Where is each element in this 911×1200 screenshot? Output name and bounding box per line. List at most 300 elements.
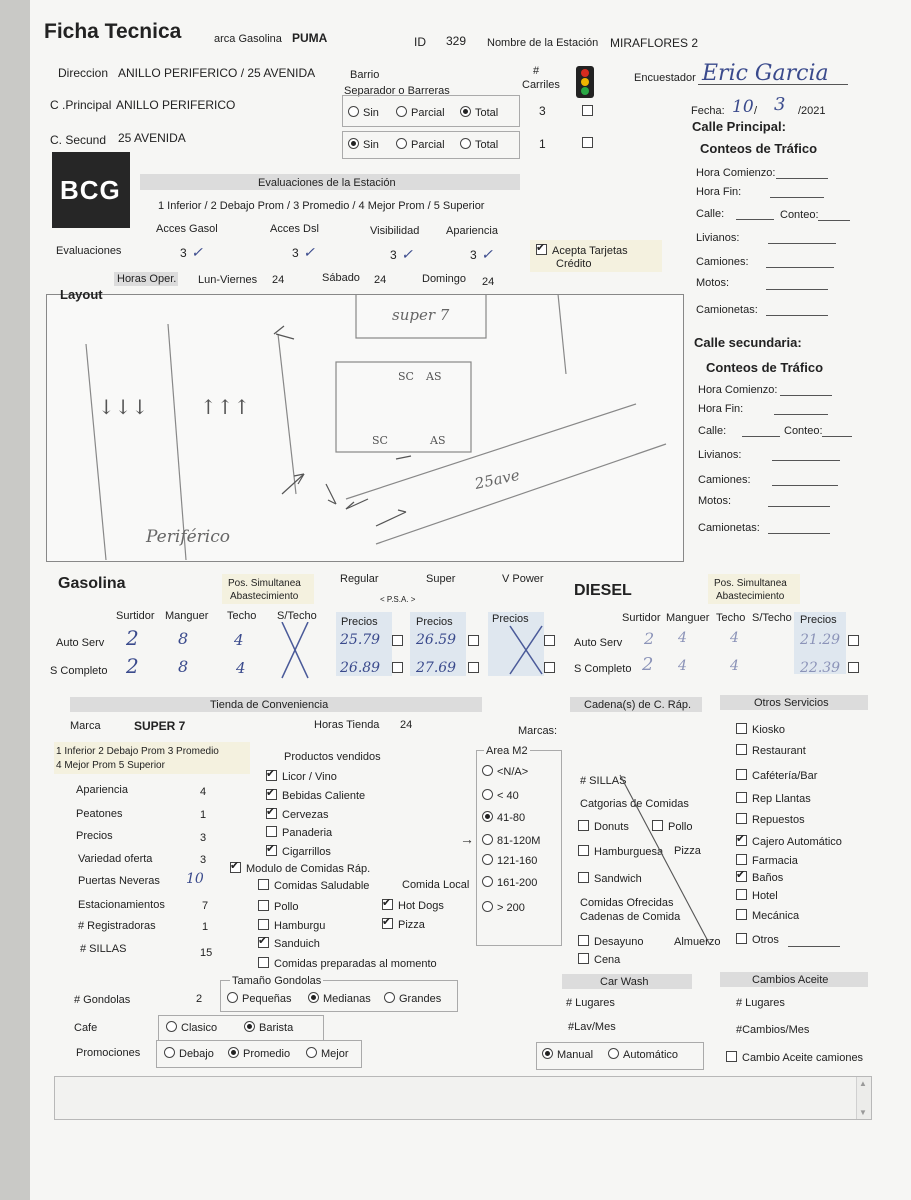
calle-principal-title: Calle Principal: bbox=[692, 119, 786, 134]
gondolas-label: # Gondolas bbox=[74, 994, 131, 1006]
principal-value[interactable]: ANILLO PERIFERICO bbox=[116, 98, 236, 112]
principal-livianos-line[interactable] bbox=[768, 243, 836, 244]
domingo-label: Domingo bbox=[422, 273, 467, 285]
checkbox-checked-icon[interactable] bbox=[382, 899, 393, 910]
area-option-41-80[interactable]: 41-80 bbox=[482, 811, 525, 825]
principal-hora-comienzo: Hora Comienzo: bbox=[696, 167, 776, 179]
sep2-total[interactable]: Total bbox=[460, 138, 498, 152]
radio-icon[interactable] bbox=[164, 1047, 175, 1058]
principal-checkbox[interactable] bbox=[582, 104, 598, 118]
modulo-comidas[interactable]: ✔Modulo de Comidas Ráp. bbox=[230, 862, 370, 876]
principal-motos-line[interactable] bbox=[766, 289, 828, 290]
gas-comp-surtidor[interactable]: 2 bbox=[126, 654, 139, 678]
eval-val-acces-gasol[interactable]: 3 ✓ bbox=[180, 245, 203, 261]
otros-cajero[interactable]: ✔Cajero Automático bbox=[736, 835, 842, 849]
checkbox-checked-icon[interactable] bbox=[230, 862, 241, 873]
checkbox-checked-icon[interactable] bbox=[266, 808, 277, 819]
carriles-secund[interactable]: 1 bbox=[539, 137, 546, 151]
rating-sillas-value[interactable]: 15 bbox=[200, 947, 213, 959]
lunviernes-value[interactable]: 24 bbox=[272, 274, 285, 286]
dsl-comp-check[interactable] bbox=[848, 661, 864, 675]
rating-estacionamientos-label: Estacionamientos bbox=[78, 899, 165, 911]
gas-comp-regular-price[interactable]: 26.89 bbox=[340, 660, 381, 676]
secund-motos-line[interactable] bbox=[768, 506, 830, 507]
checkbox-icon[interactable] bbox=[736, 723, 747, 734]
dsl-col-techo: Techo bbox=[716, 612, 746, 624]
direccion-label: Direccion bbox=[58, 66, 109, 80]
checkbox-icon[interactable] bbox=[258, 919, 269, 930]
carwash-manual[interactable]: Manual bbox=[542, 1048, 593, 1062]
cat-hamburguesa[interactable]: Hamburguesa bbox=[578, 845, 663, 859]
col-manguer: Manguer bbox=[165, 610, 209, 622]
checkbox-icon[interactable] bbox=[578, 872, 589, 883]
cadena-almuerzo-label: Almuerzo bbox=[674, 936, 721, 948]
secund-livianos: Livianos: bbox=[698, 449, 742, 461]
marca-label: arca Gasolina bbox=[214, 33, 282, 45]
comidas-saludable[interactable]: Comidas Saludable bbox=[258, 879, 369, 893]
secund-conteo-line[interactable] bbox=[822, 436, 852, 437]
encuestador-value[interactable]: Eric Garcia bbox=[702, 61, 829, 86]
checkbox-icon[interactable] bbox=[582, 137, 593, 148]
area-option-gt200[interactable]: > 200 bbox=[482, 901, 525, 915]
categorias-label: Catgorias de Comidas bbox=[580, 798, 689, 810]
cadena-strike bbox=[590, 770, 730, 950]
rating-apariencia-label: Apariencia bbox=[76, 784, 128, 796]
radio-icon[interactable] bbox=[482, 876, 493, 887]
checkbox-icon[interactable] bbox=[578, 953, 589, 964]
radio-icon[interactable] bbox=[482, 854, 493, 865]
comments-textarea[interactable] bbox=[54, 1076, 872, 1120]
gas-abastecimiento: Abastecimiento bbox=[230, 591, 299, 602]
checkbox-icon[interactable] bbox=[736, 813, 747, 824]
principal-camionetas-line[interactable] bbox=[766, 315, 828, 316]
otros-otros-line[interactable] bbox=[788, 946, 840, 947]
dsl-auto-check[interactable] bbox=[848, 634, 864, 648]
radio-selected-icon[interactable] bbox=[542, 1048, 553, 1059]
radio-selected-icon[interactable] bbox=[244, 1021, 255, 1032]
area-group bbox=[476, 750, 562, 946]
comida-sanduich[interactable]: ✔Sanduich bbox=[258, 937, 320, 951]
tienda-scale-2: 4 Mejor Prom 5 Superior bbox=[56, 760, 165, 771]
principal-motos: Motos: bbox=[696, 277, 730, 289]
radio-icon[interactable] bbox=[482, 789, 493, 800]
col-surtidor: Surtidor bbox=[116, 610, 155, 622]
id-value[interactable]: 329 bbox=[446, 34, 467, 48]
comments-scrollbar[interactable] bbox=[856, 1077, 871, 1119]
precios-super: Precios bbox=[416, 616, 453, 628]
gas-comp-techo[interactable]: 4 bbox=[236, 659, 246, 677]
producto-cigarrillos[interactable]: ✔Cigarrillos bbox=[266, 845, 331, 859]
ofrecidas-label-2: Cadenas de Comida bbox=[580, 911, 681, 923]
svg-text:AS: AS bbox=[426, 370, 442, 383]
secund-hora-comienzo-line[interactable] bbox=[780, 395, 832, 396]
gasolina-title: Gasolina bbox=[58, 575, 126, 592]
credito-label: Crédito bbox=[556, 258, 592, 270]
cadena-cena[interactable]: Cena bbox=[578, 953, 620, 967]
area-option-lt40[interactable]: < 40 bbox=[482, 789, 519, 803]
sabado-value[interactable]: 24 bbox=[374, 274, 387, 286]
carriles-principal[interactable]: 3 bbox=[539, 104, 546, 118]
radio-selected-icon[interactable] bbox=[228, 1047, 239, 1058]
domingo-value[interactable]: 24 bbox=[482, 276, 495, 288]
gas-auto-super-price[interactable]: 26.59 bbox=[416, 632, 457, 648]
fecha-sep: / bbox=[754, 105, 758, 117]
cadena-sillas: # SILLAS bbox=[580, 775, 627, 787]
checkbox-icon[interactable] bbox=[578, 845, 589, 856]
checkbox-icon[interactable] bbox=[736, 933, 747, 944]
principal-calle-line[interactable] bbox=[736, 219, 774, 220]
radio-selected-icon[interactable] bbox=[482, 811, 493, 822]
sep2-parcial[interactable]: Parcial bbox=[396, 138, 445, 152]
tamano-title: Tamaño Gondolas bbox=[232, 975, 322, 987]
rating-registradoras-value[interactable]: 1 bbox=[202, 921, 209, 933]
svg-text:SC: SC bbox=[372, 434, 388, 447]
tamano-grandes[interactable]: Grandes bbox=[384, 992, 441, 1006]
eval-col-visibilidad: Visibilidad bbox=[370, 225, 420, 237]
bcg-logo: BCG bbox=[52, 152, 130, 228]
checkbox-icon[interactable] bbox=[726, 1051, 737, 1062]
survey-sheet bbox=[30, 0, 911, 1200]
secund-motos: Motos: bbox=[698, 495, 732, 507]
tamano-pequenas[interactable]: Pequeñas bbox=[227, 992, 292, 1006]
checkbox-icon[interactable] bbox=[736, 854, 747, 865]
ofrecidas-label-1: Comidas Ofrecidas bbox=[580, 897, 674, 909]
dsl-comp-price[interactable]: 22.39 bbox=[800, 660, 841, 676]
direccion-value[interactable]: ANILLO PERIFERICO / 25 AVENIDA bbox=[118, 66, 316, 80]
gas-auto-surtidor[interactable]: 2 bbox=[126, 626, 139, 650]
principal-hora-fin-line[interactable] bbox=[770, 197, 824, 198]
checkbox-icon[interactable] bbox=[736, 769, 747, 780]
tamano-medianas[interactable]: Medianas bbox=[308, 992, 371, 1006]
radio-sin-icon[interactable] bbox=[348, 106, 359, 117]
cat-donuts[interactable]: Donuts bbox=[578, 820, 629, 834]
checkbox-checked-icon[interactable] bbox=[266, 770, 277, 781]
checkbox-checked-icon[interactable] bbox=[266, 845, 277, 856]
rating-apariencia-value[interactable]: 4 bbox=[200, 786, 207, 798]
radio-icon[interactable] bbox=[227, 992, 238, 1003]
fecha-day[interactable]: 10 bbox=[732, 97, 754, 117]
promo-promedio[interactable]: Promedio bbox=[228, 1047, 290, 1061]
calle-secundaria-title: Calle secundaria: bbox=[694, 335, 802, 350]
checkbox-icon[interactable] bbox=[736, 792, 747, 803]
checkbox-checked-icon[interactable] bbox=[382, 918, 393, 929]
radio-icon[interactable] bbox=[608, 1048, 619, 1059]
rating-peatones-value[interactable]: 1 bbox=[200, 809, 207, 821]
radio-parcial-icon[interactable] bbox=[396, 138, 407, 149]
otros-otros[interactable]: Otros bbox=[736, 933, 779, 947]
radio-total-icon[interactable] bbox=[460, 138, 471, 149]
scroll-down-icon[interactable]: ▼ bbox=[859, 1108, 867, 1117]
area-option-121-160[interactable]: 121-160 bbox=[482, 854, 537, 868]
promociones-label: Promociones bbox=[76, 1047, 141, 1059]
checkbox-icon[interactable] bbox=[578, 935, 589, 946]
principal-label: C .Principal bbox=[50, 98, 112, 112]
dsl-pos-simultanea: Pos. Simultanea bbox=[714, 578, 787, 589]
tienda-scale-1: 1 Inferior 2 Debajo Prom 3 Promedio bbox=[56, 746, 219, 757]
dsl-comp-surtidor[interactable]: 2 bbox=[642, 654, 654, 675]
checkbox-icon[interactable] bbox=[578, 820, 589, 831]
dsl-comp-manguer[interactable]: 4 bbox=[678, 658, 687, 674]
eval-col-acces-dsl: Acces Dsl bbox=[270, 223, 319, 235]
rating-precios-label: Precios bbox=[76, 830, 113, 842]
secund-calle: Calle: bbox=[698, 425, 727, 437]
carwash-lavmes: #Lav/Mes bbox=[568, 1021, 616, 1033]
aceite-camiones[interactable]: Cambio Aceite camiones bbox=[726, 1051, 863, 1065]
rating-sillas-label: # SILLAS bbox=[80, 943, 127, 955]
carriles-label-hash: # bbox=[533, 65, 540, 77]
page-title: Ficha Tecnica bbox=[44, 20, 182, 43]
checkbox-icon[interactable] bbox=[582, 105, 593, 116]
marcas-label: Marcas: bbox=[518, 725, 558, 737]
checkbox-icon[interactable] bbox=[258, 879, 269, 890]
secund-camionetas: Camionetas: bbox=[698, 522, 760, 534]
otros-farmacia[interactable]: Farmacia bbox=[736, 854, 798, 868]
rating-estacionamientos-value[interactable]: 7 bbox=[202, 900, 209, 912]
evaluaciones-scale: 1 Inferior / 2 Debajo Prom / 3 Promedio / 4 Mejor Prom / 5 Superior bbox=[158, 200, 485, 212]
cat-pizza-label: Pizza bbox=[674, 845, 701, 857]
area-title: Area M2 bbox=[486, 745, 528, 757]
rating-peatones-label: Peatones bbox=[76, 808, 123, 820]
otros-rep-llantas[interactable]: Rep Llantas bbox=[736, 792, 811, 806]
radio-icon[interactable] bbox=[306, 1047, 317, 1058]
checkbox-icon[interactable] bbox=[258, 957, 269, 968]
precios-regular: Precios bbox=[341, 616, 378, 628]
arrow-right-icon: → bbox=[460, 831, 474, 847]
checkbox-icon[interactable] bbox=[736, 889, 747, 900]
dsl-col-surtidor: Surtidor bbox=[622, 612, 661, 624]
gondolas-value[interactable]: 2 bbox=[196, 993, 203, 1005]
carwash-title: Car Wash bbox=[600, 976, 649, 988]
otros-mecanica[interactable]: Mecánica bbox=[736, 909, 799, 923]
checkbox-checked-icon[interactable] bbox=[258, 937, 269, 948]
gas-auto-techo[interactable]: 4 bbox=[234, 631, 244, 649]
carriles-label: Carriles bbox=[522, 79, 560, 91]
eval-col-apariencia: Apariencia bbox=[446, 225, 498, 237]
secund-hora-fin: Hora Fin: bbox=[698, 403, 744, 415]
svg-text:25ave: 25ave bbox=[473, 465, 522, 493]
gas-pos-simultanea: Pos. Simultanea bbox=[228, 578, 301, 589]
rating-puertas-label: Puertas Neveras bbox=[78, 875, 160, 887]
marca-value[interactable]: PUMA bbox=[292, 31, 328, 45]
principal-conteo-line[interactable] bbox=[818, 220, 850, 221]
sep2-sin[interactable]: Sin bbox=[348, 138, 379, 152]
cafe-clasico[interactable]: Clasico bbox=[166, 1021, 217, 1035]
radio-total-icon[interactable] bbox=[460, 106, 471, 117]
psa-label: < P.S.A. > bbox=[380, 595, 416, 604]
tienda-marca-value[interactable]: SUPER 7 bbox=[134, 719, 186, 733]
checkbox-checked-icon[interactable] bbox=[736, 835, 747, 846]
sep1-parcial[interactable]: Parcial bbox=[396, 106, 445, 120]
producto-panaderia[interactable]: Panaderia bbox=[266, 826, 332, 840]
eval-val-visibilidad[interactable]: 3 ✓ bbox=[390, 247, 413, 263]
otros-hotel[interactable]: Hotel bbox=[736, 889, 778, 903]
principal-camionetas: Camionetas: bbox=[696, 304, 758, 316]
promo-mejor[interactable]: Mejor bbox=[306, 1047, 349, 1061]
checkbox-checked-icon[interactable] bbox=[266, 789, 277, 800]
precios-vpower: Precios bbox=[492, 613, 529, 625]
svg-text:↓↓↓: ↓↓↓ bbox=[98, 395, 149, 419]
producto-cervezas[interactable]: ✔Cervezas bbox=[266, 808, 328, 822]
principal-calle: Calle: bbox=[696, 208, 725, 220]
comida-pizza[interactable]: ✔ Pizza bbox=[382, 918, 425, 932]
dsl-auto-surtidor[interactable]: 2 bbox=[644, 629, 655, 648]
tienda-title: Tienda de Conveniencia bbox=[210, 699, 329, 711]
radio-icon[interactable] bbox=[482, 901, 493, 912]
scroll-up-icon[interactable]: ▲ bbox=[859, 1079, 867, 1088]
gas-s-completo-label: S Completo bbox=[50, 665, 108, 677]
secund-camiones-line[interactable] bbox=[772, 485, 838, 486]
rating-precios-value[interactable]: 3 bbox=[200, 832, 207, 844]
diesel-title: DIESEL bbox=[574, 582, 632, 599]
checkbox-checked-icon[interactable] bbox=[536, 244, 547, 255]
dsl-auto-price[interactable]: 21.29 bbox=[800, 632, 841, 648]
dsl-auto-techo[interactable]: 4 bbox=[730, 630, 739, 646]
horas-label: Horas Oper. bbox=[117, 273, 177, 285]
checkbox-icon[interactable] bbox=[266, 826, 277, 837]
svg-text:Periférico: Periférico bbox=[146, 527, 230, 547]
gas-comp-manguer[interactable]: 8 bbox=[178, 657, 189, 676]
estacion-label: Nombre de la Estación bbox=[487, 37, 599, 49]
principal-hora-fin: Hora Fin: bbox=[696, 186, 742, 198]
otros-cafeteria[interactable]: Cafétería/Bar bbox=[736, 769, 817, 783]
gas-auto-regular-price[interactable]: 25.79 bbox=[340, 632, 381, 648]
radio-icon[interactable] bbox=[482, 765, 493, 776]
checkbox-icon[interactable] bbox=[258, 900, 269, 911]
dsl-comp-techo[interactable]: 4 bbox=[730, 658, 739, 674]
traffic-light-icon bbox=[576, 66, 594, 98]
checkbox-icon[interactable] bbox=[848, 662, 859, 673]
svg-text:↑↑↑: ↑↑↑ bbox=[200, 395, 251, 419]
producto-licor[interactable]: ✔Licor / Vino bbox=[266, 770, 337, 784]
cafe-barista[interactable]: Barista bbox=[244, 1021, 293, 1035]
conteos-principal-title: Conteos de Tráfico bbox=[700, 141, 818, 156]
checkbox-icon[interactable] bbox=[848, 635, 859, 646]
comida-hamburgu[interactable]: Hamburgu bbox=[258, 919, 325, 933]
rating-variedad-label: Variedad oferta bbox=[78, 853, 153, 865]
cat-pollo[interactable]: Pollo bbox=[652, 820, 692, 834]
area-option-81-120[interactable]: 81-120M bbox=[482, 834, 540, 848]
secund-camionetas-line[interactable] bbox=[768, 533, 830, 534]
radio-icon[interactable] bbox=[166, 1021, 177, 1032]
principal-camiones-line[interactable] bbox=[766, 267, 834, 268]
id-label: ID bbox=[414, 35, 426, 49]
gas-auto-serv-label: Auto Serv bbox=[56, 637, 105, 649]
estacion-value[interactable]: MIRAFLORES 2 bbox=[610, 36, 699, 50]
secund-label: C. Secund bbox=[50, 133, 107, 147]
cat-sandwich[interactable]: Sandwich bbox=[578, 872, 642, 886]
comida-pollo[interactable]: Pollo bbox=[258, 900, 298, 914]
fecha-month[interactable]: 3 bbox=[774, 94, 786, 115]
gas-auto-manguer[interactable]: 8 bbox=[178, 629, 189, 648]
eval-col-acces-gasol: Acces Gasol bbox=[156, 223, 218, 235]
cafe-label: Cafe bbox=[74, 1022, 98, 1034]
separador-label: Separador o Barreras bbox=[344, 85, 450, 97]
otros-banos[interactable]: ✔Baños bbox=[736, 871, 783, 885]
principal-hora-comienzo-line[interactable] bbox=[776, 178, 828, 179]
dsl-col-stecho: S/Techo bbox=[752, 612, 792, 624]
regular-label: Regular bbox=[340, 573, 379, 585]
fecha-year[interactable]: /2021 bbox=[798, 105, 826, 117]
carwash-automatico[interactable]: Automático bbox=[608, 1048, 678, 1062]
gas-comp-super-price[interactable]: 27.69 bbox=[416, 660, 457, 676]
checkbox-checked-icon[interactable] bbox=[736, 871, 747, 882]
eval-val-apariencia[interactable]: 3 ✓ bbox=[470, 247, 493, 263]
layout-title: Layout bbox=[60, 287, 103, 302]
checkbox-icon[interactable] bbox=[736, 909, 747, 920]
cadena-title: Cadena(s) de C. Ráp. bbox=[584, 699, 691, 711]
horas-tienda-value[interactable]: 24 bbox=[400, 719, 413, 731]
radio-sin-icon[interactable] bbox=[348, 138, 359, 149]
secund-calle-line[interactable] bbox=[742, 436, 780, 437]
comidas-preparadas[interactable]: Comidas preparadas al momento bbox=[258, 957, 437, 971]
sep1-total[interactable]: Total bbox=[460, 106, 498, 120]
comida-hot-dogs[interactable]: ✔ Hot Dogs bbox=[382, 899, 444, 913]
svg-text:SC: SC bbox=[398, 370, 414, 383]
secund-value[interactable]: 25 AVENIDA bbox=[118, 131, 186, 145]
col-stecho: S/Techo bbox=[277, 610, 317, 622]
evaluaciones-label: Evaluaciones bbox=[56, 245, 122, 257]
layout-sketch bbox=[46, 294, 684, 562]
secund-hora-fin-line[interactable] bbox=[774, 414, 828, 415]
dsl-s-completo-label: S Completo bbox=[574, 663, 632, 675]
rating-puertas-value[interactable]: 10 bbox=[186, 871, 204, 887]
rating-variedad-value[interactable]: 3 bbox=[200, 854, 207, 866]
carwash-lugares: # Lugares bbox=[566, 997, 615, 1009]
area-option-na[interactable]: <N/A> bbox=[482, 765, 528, 779]
col-techo: Techo bbox=[227, 610, 257, 622]
tarjetas-checkbox[interactable]: ✔ Acepta Tarjetas bbox=[536, 244, 628, 258]
otros-title: Otros Servicios bbox=[754, 697, 829, 709]
radio-icon[interactable] bbox=[384, 992, 395, 1003]
encuestador-label: Encuestador bbox=[634, 72, 696, 84]
producto-bebidas[interactable]: ✔Bebidas Caliente bbox=[266, 789, 365, 803]
dsl-abastecimiento: Abastecimiento bbox=[716, 591, 785, 602]
eval-val-acces-dsl[interactable]: 3 ✓ bbox=[292, 245, 315, 261]
otros-kiosko[interactable]: Kiosko bbox=[736, 723, 785, 737]
principal-conteo: Conteo: bbox=[780, 209, 819, 221]
secund-checkbox[interactable] bbox=[582, 136, 598, 150]
conteos-secundaria-title: Conteos de Tráfico bbox=[706, 360, 824, 375]
super-label: Super bbox=[426, 573, 456, 585]
tienda-marca-label: Marca bbox=[70, 720, 101, 732]
secund-livianos-line[interactable] bbox=[772, 460, 840, 461]
aceite-lugares: # Lugares bbox=[736, 997, 785, 1009]
radio-parcial-icon[interactable] bbox=[396, 106, 407, 117]
promo-debajo[interactable]: Debajo bbox=[164, 1047, 214, 1061]
radio-icon[interactable] bbox=[482, 834, 493, 845]
dsl-precios: Precios bbox=[800, 614, 837, 626]
checkbox-icon[interactable] bbox=[736, 744, 747, 755]
otros-repuestos[interactable]: Repuestos bbox=[736, 813, 805, 827]
svg-text:super 7: super 7 bbox=[392, 306, 450, 324]
barrio-label: Barrio bbox=[350, 69, 380, 81]
sep1-sin[interactable]: Sin bbox=[348, 106, 379, 120]
cadena-desayuno[interactable]: Desayuno bbox=[578, 935, 644, 949]
area-option-161-200[interactable]: 161-200 bbox=[482, 876, 537, 890]
secund-hora-comienzo: Hora Comienzo: bbox=[698, 384, 778, 396]
horas-tienda-label: Horas Tienda bbox=[314, 719, 380, 731]
radio-selected-icon[interactable] bbox=[308, 992, 319, 1003]
dsl-auto-manguer[interactable]: 4 bbox=[678, 630, 687, 646]
evaluaciones-title: Evaluaciones de la Estación bbox=[258, 177, 396, 189]
vpower-label: V Power bbox=[502, 573, 544, 585]
aceite-cambios: #Cambios/Mes bbox=[736, 1024, 810, 1036]
dsl-col-manguer: Manguer bbox=[666, 612, 710, 624]
otros-restaurant[interactable]: Restaurant bbox=[736, 744, 806, 758]
aceite-title: Cambios Aceite bbox=[752, 974, 829, 986]
secund-camiones: Camiones: bbox=[698, 474, 751, 486]
fecha-label: Fecha: bbox=[691, 105, 725, 117]
